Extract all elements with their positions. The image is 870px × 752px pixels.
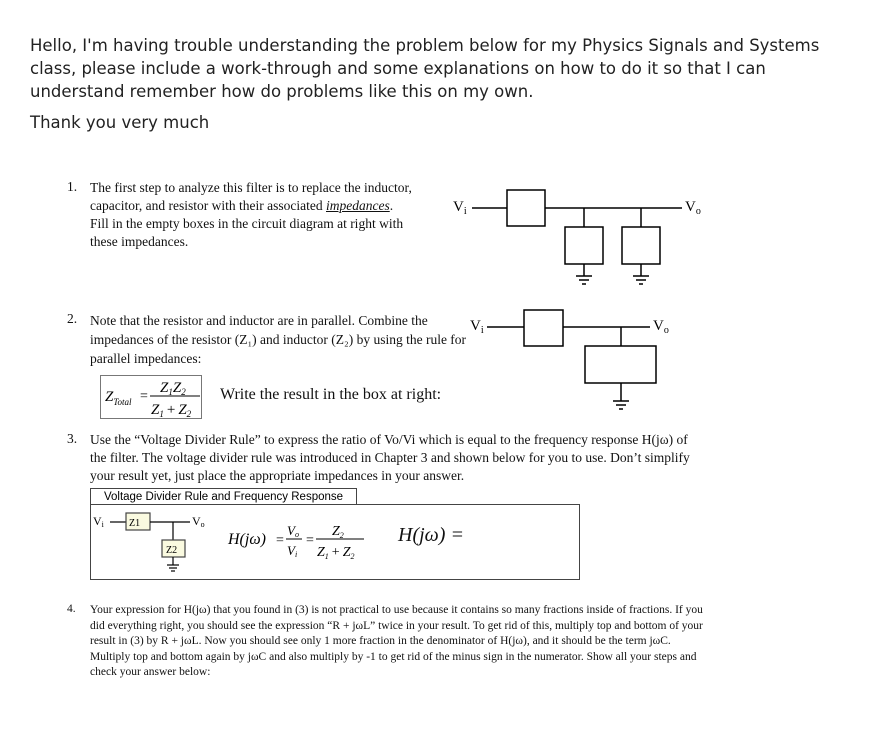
- empty-box-shunt-2[interactable]: [622, 227, 660, 264]
- q4-number: 4.: [67, 603, 76, 615]
- thanks-line: Thank you very much: [30, 113, 210, 132]
- q3-text: Use the “Voltage Divider Rule” to express the ratio of Vo/Vi which is equal to the frequency response H(jω) of the filter. The voltage divider rule was introduced in Chapter 3 and shown below for you to use. Don’t simplify your result yet, just place the appropriate impedances in your answer.: [90, 432, 690, 483]
- vo-label-2: $V_o$: [653, 318, 669, 336]
- z-total-label: $Z_{Total}$: [105, 389, 132, 407]
- q1-text-b: Fill in the empty boxes in the circuit diagram at right with these impedances.: [90, 216, 404, 249]
- h-equals-1: =: [276, 533, 284, 548]
- formula-numerator: $Z_1Z_2$: [160, 380, 186, 397]
- empty-box-shunt-1[interactable]: [565, 227, 603, 264]
- vi-label-1: $V_i$: [453, 199, 467, 217]
- formula-equals: =: [140, 389, 148, 404]
- circuit-diagram-1: [450, 180, 710, 300]
- h-lhs: H(jω): [228, 531, 266, 548]
- empty-box-parallel-result[interactable]: [585, 346, 656, 383]
- q1-text-a: The first step to analyze this filter is to replace the inductor, capacitor, and resistor with their associated: [90, 180, 412, 213]
- h-answer-label: H(jω) =: [398, 524, 464, 546]
- vo-label-3: Vo: [192, 514, 205, 529]
- vo-label-1: $V_o$: [685, 199, 701, 217]
- vi-label-2: $V_i$: [470, 318, 484, 336]
- q1-text: The first step to analyze this filter is to replace the inductor, capacitor, and resistor with their associated impedances. Fill in the empty boxes in the circuit diagram at right with these impedances.: [90, 180, 412, 249]
- empty-box-series-2[interactable]: [524, 310, 563, 346]
- q1-impedances-term: impedances: [326, 198, 390, 213]
- formula-denominator: $Z_1 + Z_2$: [151, 402, 192, 419]
- z2-box-label: Z2: [166, 545, 178, 556]
- write-result-instruction: Write the result in the box at right:: [220, 386, 442, 403]
- intro-paragraph: Hello, I'm having trouble understanding the problem below for my Physics Signals and Systems class, please include a work-through and some explanations on how to do it so that I can understand remember how do problems like this on my own.: [30, 36, 820, 101]
- q2-number: 2.: [67, 311, 78, 326]
- z2-numerator: $Z_2$: [332, 524, 344, 540]
- h-equals-2: =: [306, 533, 314, 548]
- q3-number: 3.: [67, 431, 78, 446]
- voltage-divider-diagram: [90, 504, 390, 578]
- empty-box-series-1[interactable]: [507, 190, 545, 226]
- q1-number: 1.: [67, 179, 78, 194]
- q4-text: Your expression for H(jω) that you found in (3) is not practical to use because it contains so many fractions inside of fractions. If you did everything right, you should see the expression “R + jωL” twice in your result. To get rid of this, multiply top and bottom of your result in (3) by R + jωL. Now you should see only 1 more fraction in the denominator of H(jω), and it should be the term jωC. Multiply top and bottom again by jωC and also multiply by -1 to get rid of the minus sign in the numerator. Show all your steps and check your answer below:: [90, 604, 703, 678]
- vi-fraction-bottom: Vi: [287, 543, 298, 559]
- voltage-divider-title: Voltage Divider Rule and Frequency Response: [90, 488, 357, 505]
- q2-text: Note that the resistor and inductor are in parallel. Combine the impedances of the resistor (Z₁) and inductor (Z₂) by using the rule for parallel impedances:: [90, 313, 467, 366]
- parallel-impedance-formula: [100, 372, 205, 422]
- intro-text: [30, 34, 860, 134]
- vo-fraction-top: Vo: [287, 523, 299, 539]
- circuit-diagram-2: [465, 305, 695, 420]
- z-denominator: $Z_1 + Z_2$: [317, 545, 355, 561]
- z1-box-label: Z1: [129, 518, 141, 529]
- vi-label-3: Vi: [93, 514, 104, 529]
